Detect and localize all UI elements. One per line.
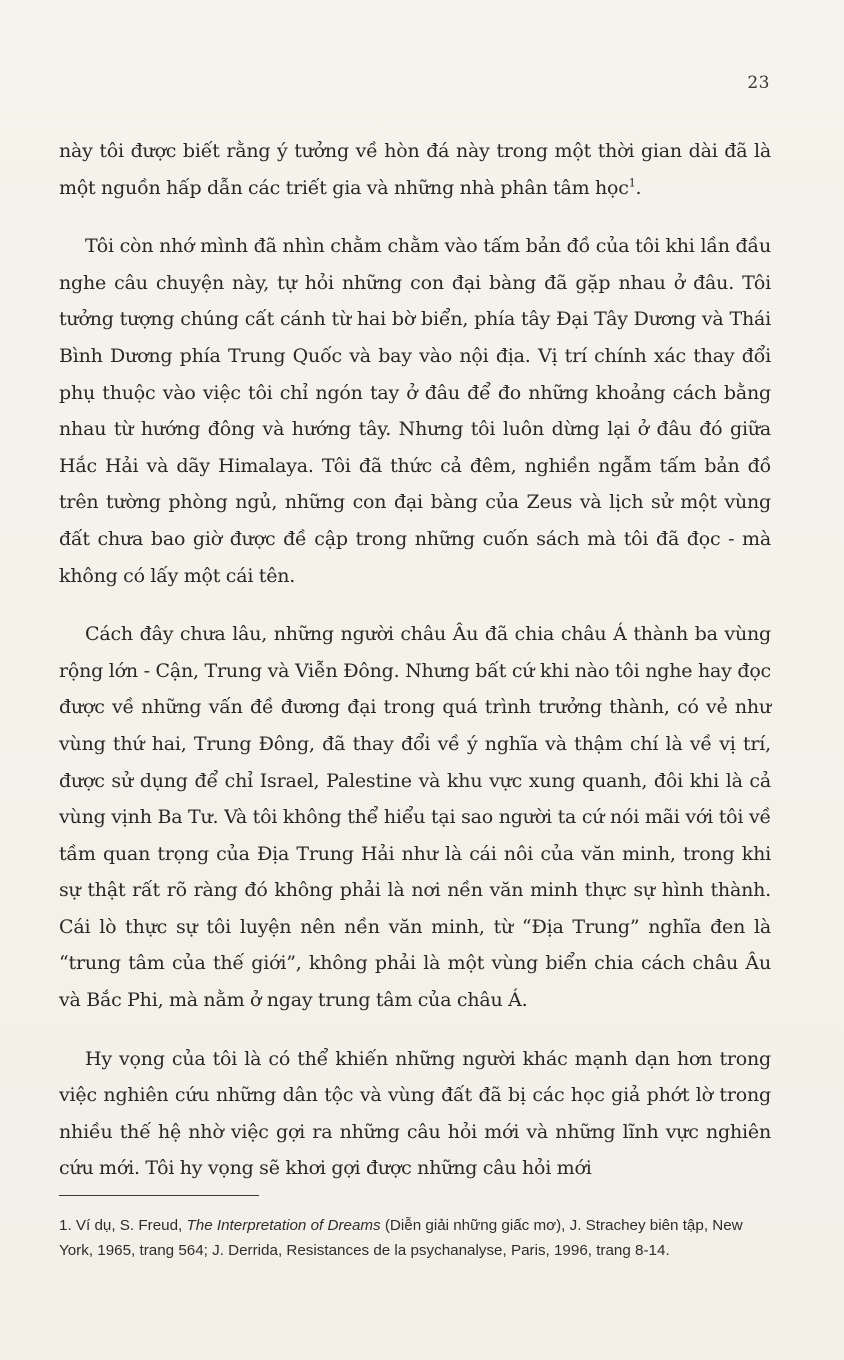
body-text — [59, 133, 771, 1187]
page-number: 23 — [747, 73, 770, 93]
paragraph-4: Hy vọng của tôi là có thể khiến những người khác mạnh dạn hơn trong việc nghiên cứu những dân tộc và vùng đất đã bị các học giả phớt lờ trong nhiều thế hệ nhờ việc gợi ra những câu hỏi mới và những lĩnh vực nghiên cứu mới. Tôi hy vọng sẽ khơi gợi được những câu hỏi mới — [59, 1047, 771, 1180]
paragraph-1 — [59, 133, 771, 206]
paragraph-1-text: này tôi được biết rằng ý tưởng về hòn đá này trong một thời gian dài đã là một nguồn hấp dẫn các triết gia và những nhà phân tâm học — [59, 140, 771, 199]
footnote-divider — [59, 1195, 259, 1196]
footnote-ref[interactable]: 1 — [628, 176, 636, 190]
footnote-prefix: 1. Ví dụ, S. Freud, — [59, 1217, 187, 1234]
paragraph-3: Cách đây chưa lâu, những người châu Âu đã chia châu Á thành ba vùng rộng lớn - Cận, Trung và Viễn Đông. Nhưng bất cứ khi nào tôi nghe hay đọc được về những vấn đề đương đại trong quá trình trưởng thành, có vẻ như vùng thứ hai, Trung Đông, đã thay đổi về ý nghĩa và thậm chí là về vị trí, được sử dụng để chỉ Israel, Palestine và khu vực xung quanh, đôi khi là cả vùng vịnh Ba Tư. Và tôi không thể hiểu tại sao người ta cứ nói mãi với tôi về tầm quan trọng của Địa Trung Hải như là cái nôi của văn minh, trong khi sự thật rất rõ ràng đó không phải là nơi nền văn minh thực sự hình thành. Cái lò thực sự tôi luyện nên nền văn minh, từ “Địa Trung” nghĩa đen là “trung tâm của thế giới”, không phải là một vùng biển chia cách châu Âu và Bắc Phi, mà nằm ở ngay trung tâm của châu Á. — [59, 623, 771, 1012]
footnote — [59, 1214, 771, 1263]
paragraph-2: Tôi còn nhớ mình đã nhìn chằm chằm vào tấm bản đồ của tôi khi lần đầu nghe câu chuyện này, tự hỏi những con đại bàng đã gặp nhau ở đâu. Tôi tưởng tượng chúng cất cánh từ hai bờ biển, phía tây Đại Tây Dương và Thái Bình Dương phía Trung Quốc và bay vào nội địa. Vị trí chính xác thay đổi phụ thuộc vào việc tôi chỉ ngón tay ở đâu để đo những khoảng cách bằng nhau từ hướng đông và hướng tây. Nhưng tôi luôn dừng lại ở đâu đó giữa Hắc Hải và dãy Himalaya. Tôi đã thức cả đêm, nghiền ngẫm tấm bản đồ trên tường phòng ngủ, những con đại bàng của Zeus và lịch sử một vùng đất chưa bao giờ được đề cập trong những cuốn sách mà tôi đã đọc - mà không có lấy một cái tên. — [59, 235, 771, 587]
paragraph-1-end: . — [635, 176, 642, 199]
footnote-book-title: The Interpretation of Dreams — [186, 1217, 381, 1234]
footnote-rest: (Diễn giải những giấc mơ), J. Strachey biên tập, New York, 1965, trang 564; J. Derrida, Resistances de la psychanalyse, Paris, 1996, trang 8-14. — [59, 1217, 743, 1259]
